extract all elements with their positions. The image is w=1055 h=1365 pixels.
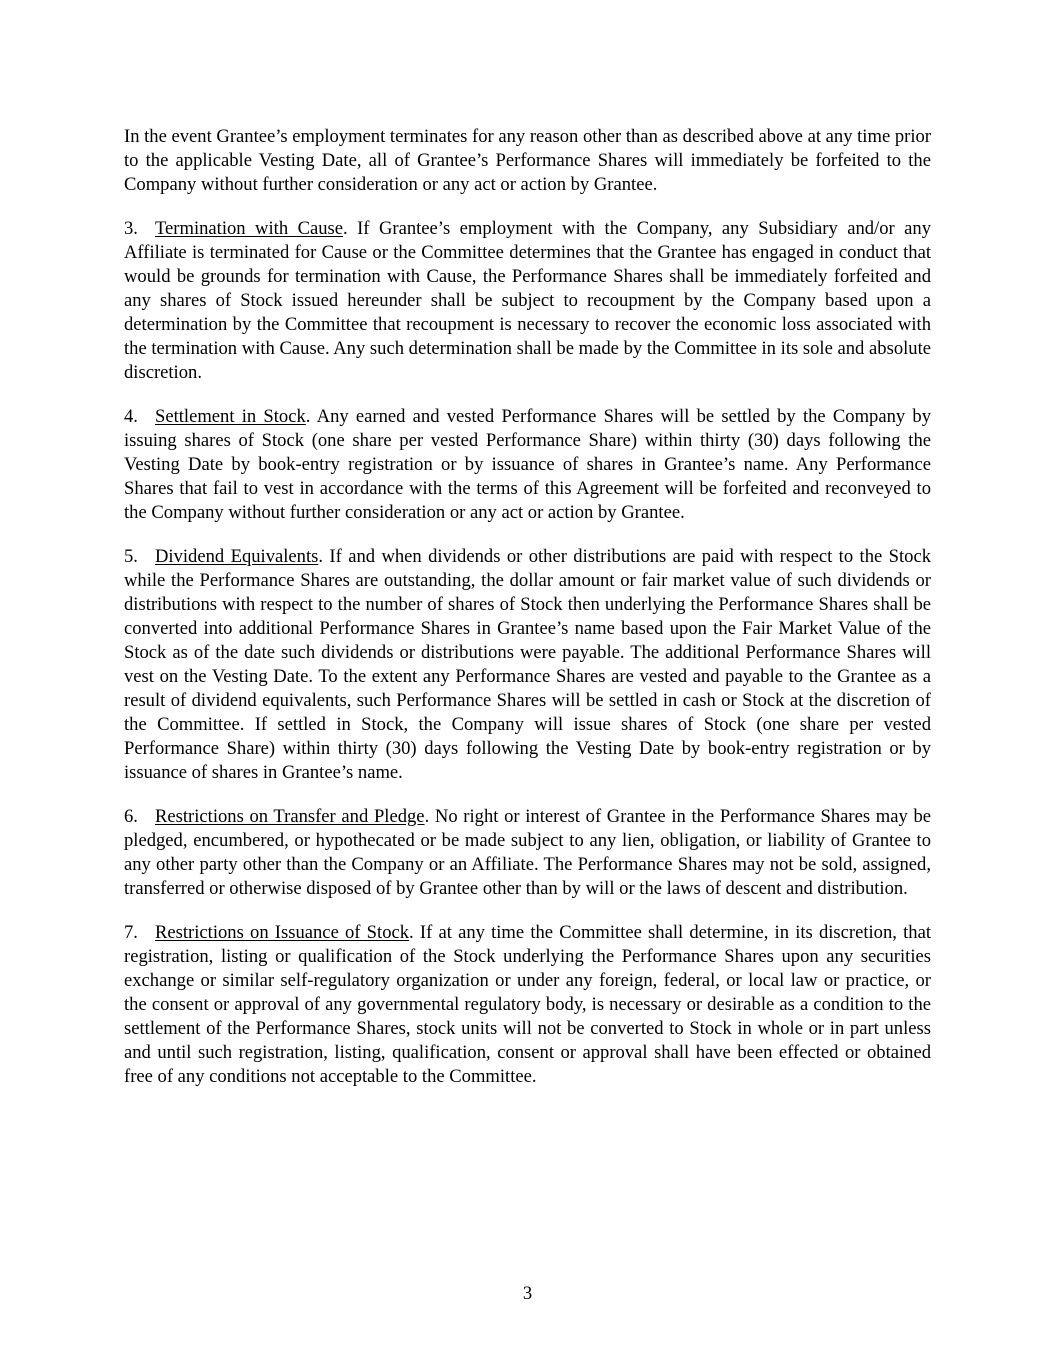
section-heading: Settlement in Stock [155, 406, 306, 427]
section-4-settlement-in-stock [124, 405, 931, 525]
page-number: 3 [522, 1283, 533, 1304]
section-heading: Restrictions on Issuance of Stock [155, 922, 410, 943]
document-page [124, 125, 931, 1109]
section-body: . Any earned and vested Performance Shares will be settled by the Company by issuing shares of Stock (one share per vested Performance Share) within thirty (30) days following the Vesting Date by book-entry registration or by issuance of shares in Grantee’s name. Any Performance Shares that fail to vest in accordance with the terms of this Agreement will be forfeited and reconveyed to the Company without further consideration or any act or action by Grantee. [124, 406, 931, 523]
section-number: 5. [124, 546, 138, 567]
section-body: . No right or interest of Grantee in the Performance Shares may be pledged, encumbered, or hypothecated or be made subject to any lien, obligation, or liability of Grantee to any other party other than the Company or an Affiliate. The Performance Shares may not be sold, assigned, transferred or otherwise disposed of by Grantee other than by will or the laws of descent and distribution. [124, 806, 931, 899]
section-3-termination-with-cause [124, 217, 931, 385]
section-number: 6. [124, 806, 138, 827]
section-body: . If and when dividends or other distributions are paid with respect to the Stock while the Performance Shares are outstanding, the dollar amount or fair market value of such dividends or distributions with respect to the number of shares of Stock then underlying the Performance Shares shall be converted into additional Performance Shares in Grantee’s name based upon the Fair Market Value of the Stock as of the date such dividends or distributions were payable. The additional Performance Shares will vest on the Vesting Date. To the extent any Performance Shares are vested and payable to the Grantee as a result of dividend equivalents, such Performance Shares will be settled in cash or Stock at the discretion of the Committee. If settled in Stock, the Company will issue shares of Stock (one share per vested Performance Share) within thirty (30) days following the Vesting Date by book-entry registration or by issuance of shares in Grantee’s name. [124, 546, 932, 783]
section-7-restrictions-on-issuance [124, 921, 931, 1089]
section-number: 7. [124, 922, 138, 943]
section-body: . If at any time the Committee shall determine, in its discretion, that registration, listing or qualification of the Stock underlying the Performance Shares upon any securities exchange or similar self-regulatory organization or under any foreign, federal, or local law or practice, or the consent or approval of any governmental regulatory body, is necessary or desirable as a condition to the settlement of the Performance Shares, stock units will not be converted to Stock in whole or in part unless and until such registration, listing, qualification, consent or approval shall have been effected or obtained free of any conditions not acceptable to the Committee. [124, 922, 931, 1087]
section-5-dividend-equivalents [124, 545, 931, 785]
section-6-restrictions-on-transfer [124, 805, 931, 901]
section-heading: Restrictions on Transfer and Pledge [155, 806, 425, 827]
section-heading: Termination with Cause [155, 218, 344, 239]
section-body: . If Grantee’s employment with the Company, any Subsidiary and/or any Affiliate is terminated for Cause or the Committee determines that the Grantee has engaged in conduct that would be grounds for termination with Cause, the Performance Shares shall be immediately forfeited and any shares of Stock issued hereunder shall be subject to recoupment by the Company based upon a determination by the Committee that recoupment is necessary to recover the economic loss associated with the termination with Cause. Any such determination shall be made by the Committee in its sole and absolute discretion. [124, 218, 931, 383]
section-number: 4. [124, 406, 138, 427]
section-number: 3. [124, 218, 138, 239]
intro-paragraph: In the event Grantee’s employment terminates for any reason other than as described above at any time prior to the applicable Vesting Date, all of Grantee’s Performance Shares will immediately be forfeited to the Company without further consideration or any act or action by Grantee. [124, 126, 931, 195]
section-heading: Dividend Equivalents [155, 546, 319, 567]
